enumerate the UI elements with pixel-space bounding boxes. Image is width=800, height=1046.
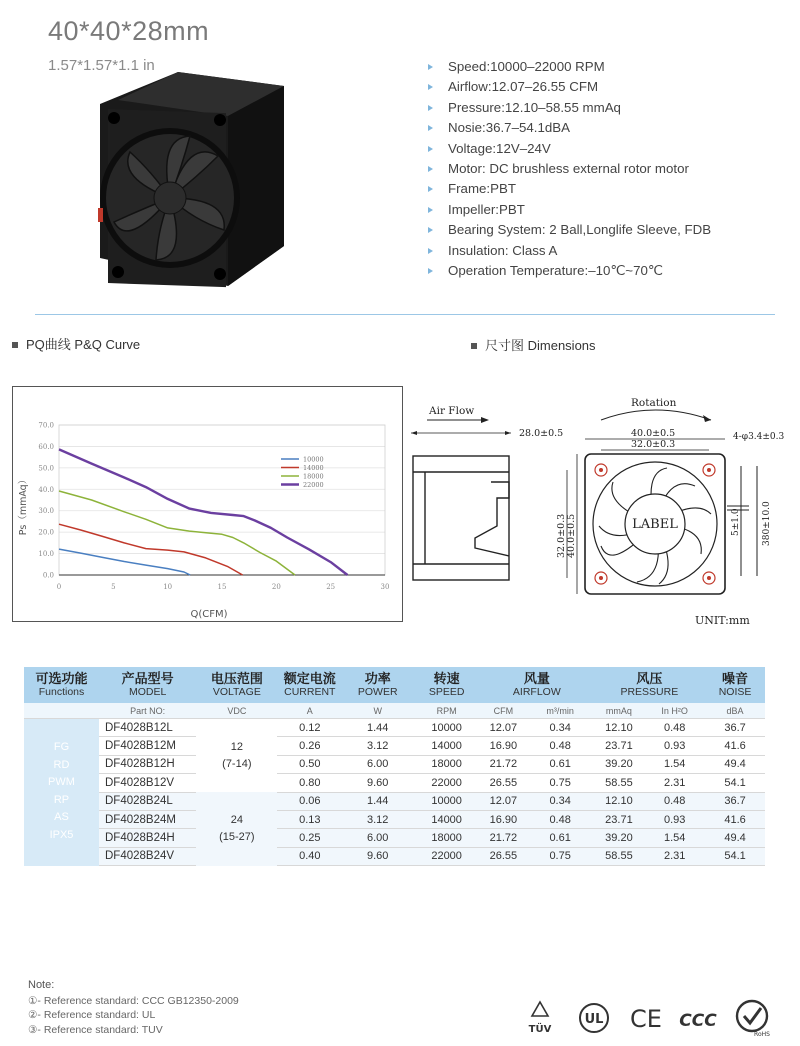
- function-item: FG: [53, 741, 70, 753]
- table-cell: 6.00: [342, 829, 413, 847]
- function-item: AS: [54, 811, 69, 823]
- unit-cell: VDC: [196, 703, 277, 719]
- x-tick-label: 15: [217, 583, 227, 591]
- table-cell: 0.75: [527, 774, 594, 792]
- table-cell: 41.6: [705, 810, 765, 828]
- table-cell: 49.4: [705, 755, 765, 773]
- spec-list: [428, 57, 711, 281]
- bullet-triangle-icon: [428, 166, 433, 172]
- hole-dimension: 4-φ3.4±0.3: [733, 432, 785, 442]
- table-cell: 23.71: [594, 737, 645, 755]
- y-tick-label: 20.0: [38, 528, 54, 537]
- table-cell: 1.44: [342, 719, 413, 737]
- svg-text:CE: CE: [630, 1005, 662, 1033]
- table-cell: 39.20: [594, 829, 645, 847]
- table-cell: 22000: [413, 847, 480, 865]
- divider: [35, 314, 775, 315]
- bullet-triangle-icon: [428, 84, 433, 90]
- bullet-triangle-icon: [428, 248, 433, 254]
- x-tick-label: 0: [56, 583, 62, 591]
- units-row: [24, 703, 765, 719]
- header-current: 额定电流 CURRENT: [277, 667, 342, 703]
- pq-chart-svg: [13, 387, 402, 621]
- header-airflow: 风量 AIRFLOW: [480, 667, 594, 703]
- spec-item: Voltage:12V–24V: [428, 139, 711, 159]
- width-outer-dimension: 40.0±0.5: [631, 428, 676, 439]
- table-cell: 49.4: [705, 829, 765, 847]
- table-cell: 9.60: [342, 774, 413, 792]
- bullet-triangle-icon: [428, 207, 433, 213]
- table-cell: 16.90: [480, 737, 527, 755]
- spec-item: Frame:PBT: [428, 179, 711, 199]
- spec-item: Nosie:36.7–54.1dBA: [428, 118, 711, 138]
- model-cell: DF4028B12H: [99, 755, 196, 773]
- lead-length-a: 5±1.0: [731, 508, 741, 536]
- note-item: ②- Reference standard: UL: [28, 1009, 156, 1021]
- y-tick-label: 30.0: [38, 507, 54, 516]
- plot-area: [59, 425, 385, 575]
- unit-label: UNIT:mm: [695, 614, 750, 626]
- table-cell: 0.12: [277, 719, 342, 737]
- function-item: PWM: [48, 776, 75, 788]
- model-cell: DF4028B12M: [99, 737, 196, 755]
- header-noise: 噪音 NOISE: [705, 667, 765, 703]
- series-line-10000: [59, 549, 190, 575]
- svg-text:UL: UL: [584, 1012, 604, 1027]
- table-cell: 26.55: [480, 774, 527, 792]
- table-cell: 16.90: [480, 810, 527, 828]
- table-row: [24, 810, 765, 828]
- table-cell: 10000: [413, 792, 480, 810]
- model-cell: DF4028B24H: [99, 829, 196, 847]
- table-cell: 0.61: [527, 829, 594, 847]
- y-tick-label: 10.0: [38, 550, 54, 559]
- depth-dimension: 28.0±0.5: [519, 428, 564, 439]
- unit-cell: [24, 703, 99, 719]
- ccc-logo-icon: [679, 1011, 717, 1031]
- table-cell: 3.12: [342, 810, 413, 828]
- table-cell: 2.31: [644, 774, 705, 792]
- table-cell: 18000: [413, 829, 480, 847]
- square-bullet-icon: [471, 343, 477, 349]
- spec-item: Impeller:PBT: [428, 200, 711, 220]
- table-cell: 0.25: [277, 829, 342, 847]
- dimension-drawing: [405, 386, 794, 626]
- header-voltage: 电压范围 VOLTAGE: [196, 667, 277, 703]
- rohs-logo-icon: [737, 1001, 770, 1038]
- table-cell: 0.06: [277, 792, 342, 810]
- spec-item: Motor: DC brushless external rotor motor: [428, 159, 711, 179]
- table-cell: 12.07: [480, 719, 527, 737]
- voltage-cell: [196, 719, 277, 793]
- table-cell: 0.26: [277, 737, 342, 755]
- model-cell: DF4028B24L: [99, 792, 196, 810]
- spec-item: Insulation: Class A: [428, 241, 711, 261]
- note-item: ③- Reference standard: TUV: [28, 1023, 163, 1036]
- table-cell: 14000: [413, 737, 480, 755]
- legend-label: 18000: [303, 472, 324, 481]
- table-cell: 21.72: [480, 829, 527, 847]
- x-tick-label: 25: [326, 583, 336, 591]
- y-tick-label: 0.0: [42, 571, 54, 580]
- legend-label: 10000: [303, 455, 324, 464]
- table-cell: 0.93: [644, 737, 705, 755]
- bullet-triangle-icon: [428, 186, 433, 192]
- y-axis-label: Ps（mmAq）: [18, 474, 29, 536]
- x-tick-label: 20: [271, 583, 281, 591]
- header-pressure: 风压 PRESSURE: [594, 667, 706, 703]
- function-item: IPX5: [49, 828, 74, 841]
- table-cell: 23.71: [594, 810, 645, 828]
- table-cell: 0.40: [277, 847, 342, 865]
- page-subtitle: 1.57*1.57*1.1 in: [48, 57, 155, 74]
- height-outer-dimension: 40.0±0.5: [566, 513, 577, 558]
- x-axis-label: Q(CFM): [190, 609, 228, 620]
- table-cell: 0.80: [277, 774, 342, 792]
- unit-cell: CFM: [480, 703, 527, 719]
- table-cell: 18000: [413, 755, 480, 773]
- functions-cell: [24, 719, 99, 866]
- header-power: 功率 POWER: [342, 667, 413, 703]
- page-title: 40*40*28mm: [48, 16, 210, 46]
- section-heading-pq: PQ曲线 P&Q Curve: [12, 334, 140, 353]
- table-cell: 58.55: [594, 847, 645, 865]
- spec-item: Pressure:12.10–58.55 mmAq: [428, 98, 711, 118]
- spec-item: Speed:10000–22000 RPM: [428, 57, 711, 77]
- table-cell: 36.7: [705, 719, 765, 737]
- square-bullet-icon: [12, 342, 18, 348]
- bullet-triangle-icon: [428, 268, 433, 274]
- table-cell: 0.48: [644, 792, 705, 810]
- air-flow-label: Air Flow: [429, 405, 475, 417]
- table-cell: 2.31: [644, 847, 705, 865]
- x-tick-label: 10: [163, 583, 173, 591]
- table-cell: 39.20: [594, 755, 645, 773]
- label-text: LABEL: [632, 517, 678, 532]
- table-cell: 1.54: [644, 755, 705, 773]
- bullet-triangle-icon: [428, 105, 433, 111]
- legend-label: 22000: [303, 480, 324, 489]
- notes-heading: Note:: [28, 979, 55, 991]
- svg-text:TÜV: TÜV: [528, 1024, 552, 1035]
- table-cell: 54.1: [705, 774, 765, 792]
- unit-cell: A: [277, 703, 342, 719]
- table-cell: 0.48: [644, 719, 705, 737]
- table-cell: 12.10: [594, 792, 645, 810]
- table-cell: 0.48: [527, 810, 594, 828]
- table-cell: 1.54: [644, 829, 705, 847]
- table-cell: 0.48: [527, 737, 594, 755]
- spec-table: [24, 667, 765, 866]
- note-item: ①- Reference standard: CCC GB12350-2009: [28, 994, 239, 1007]
- unit-cell: W: [342, 703, 413, 719]
- y-tick-label: 40.0: [38, 485, 54, 494]
- pq-chart: [12, 386, 403, 622]
- spec-item: Operation Temperature:–10℃~70℃: [428, 261, 711, 281]
- y-tick-label: 50.0: [38, 464, 54, 473]
- bullet-triangle-icon: [428, 125, 433, 131]
- model-cell: DF4028B24V: [99, 847, 196, 865]
- table-cell: 0.34: [527, 792, 594, 810]
- svg-text:CCC: CCC: [679, 1011, 717, 1031]
- x-tick-label: 30: [380, 583, 390, 591]
- table-row: [24, 755, 765, 773]
- table-cell: 0.61: [527, 755, 594, 773]
- notes: [28, 978, 239, 1037]
- model-cell: DF4028B24M: [99, 810, 196, 828]
- ul-logo-icon: [580, 1004, 608, 1032]
- unit-cell: mmAq: [594, 703, 645, 719]
- rotation-label: Rotation: [631, 397, 677, 409]
- table-cell: 0.13: [277, 810, 342, 828]
- spec-item: Airflow:12.07–26.55 CFM: [428, 77, 711, 97]
- voltage-value: 24: [230, 813, 243, 826]
- svg-text:RoHS: RoHS: [754, 1031, 770, 1038]
- function-item: RD: [53, 758, 70, 771]
- certification-logos: [528, 996, 773, 1040]
- unit-cell: dBA: [705, 703, 765, 719]
- voltage-range: (7-14): [222, 757, 252, 770]
- lead-length-b: 380±10.0: [762, 501, 772, 546]
- section-heading-dimensions: 尺寸图 Dimensions: [471, 335, 596, 354]
- model-cell: DF4028B12V: [99, 774, 196, 792]
- table-cell: 36.7: [705, 792, 765, 810]
- table-cell: 12.07: [480, 792, 527, 810]
- table-cell: 0.50: [277, 755, 342, 773]
- width-inner-dimension: 32.0±0.3: [631, 439, 676, 450]
- table-cell: 3.12: [342, 737, 413, 755]
- unit-cell: m³/min: [527, 703, 594, 719]
- fan-front-view: [585, 454, 725, 594]
- y-tick-label: 70.0: [38, 421, 54, 430]
- table-cell: 1.44: [342, 792, 413, 810]
- table-cell: 58.55: [594, 774, 645, 792]
- table-header-row: [24, 667, 765, 703]
- table-row: [24, 829, 765, 847]
- table-cell: 10000: [413, 719, 480, 737]
- spec-table-grid: [24, 667, 765, 866]
- table-row: [24, 737, 765, 755]
- voltage-cell: [196, 792, 277, 866]
- unit-cell: In H²O: [644, 703, 705, 719]
- legend-label: 14000: [303, 463, 324, 472]
- table-cell: 41.6: [705, 737, 765, 755]
- table-row: [24, 774, 765, 792]
- table-cell: 0.75: [527, 847, 594, 865]
- table-cell: 14000: [413, 810, 480, 828]
- bullet-triangle-icon: [428, 227, 433, 233]
- table-row: [24, 792, 765, 810]
- model-cell: DF4028B12L: [99, 719, 196, 737]
- table-cell: 26.55: [480, 847, 527, 865]
- table-cell: 0.93: [644, 810, 705, 828]
- table-cell: 12.10: [594, 719, 645, 737]
- table-cell: 21.72: [480, 755, 527, 773]
- height-inner-dimension: 32.0±0.3: [556, 513, 567, 558]
- header-model: 产品型号 MODEL: [99, 667, 196, 703]
- table-cell: 9.60: [342, 847, 413, 865]
- unit-cell: RPM: [413, 703, 480, 719]
- table-row: [24, 847, 765, 865]
- header-speed: 转速 SPEED: [413, 667, 480, 703]
- table-cell: 22000: [413, 774, 480, 792]
- bullet-triangle-icon: [428, 146, 433, 152]
- y-tick-label: 60.0: [38, 442, 54, 451]
- table-cell: 6.00: [342, 755, 413, 773]
- table-row: [24, 719, 765, 737]
- voltage-value: 12: [230, 740, 243, 753]
- unit-cell: Part NO:: [99, 703, 196, 719]
- bullet-triangle-icon: [428, 64, 433, 70]
- x-tick-label: 5: [111, 583, 116, 591]
- fan-product-image: [78, 68, 288, 290]
- tuv-logo-icon: [529, 1002, 552, 1035]
- table-cell: 0.34: [527, 719, 594, 737]
- function-item: RP: [53, 793, 70, 806]
- table-cell: 54.1: [705, 847, 765, 865]
- voltage-range: (15-27): [219, 830, 255, 843]
- header-functions: 可选功能 Functions: [24, 667, 99, 703]
- spec-item: Bearing System: 2 Ball,Longlife Sleeve, FDB: [428, 220, 711, 240]
- ce-logo-icon: [630, 1005, 662, 1033]
- fan-side-view: [413, 456, 509, 580]
